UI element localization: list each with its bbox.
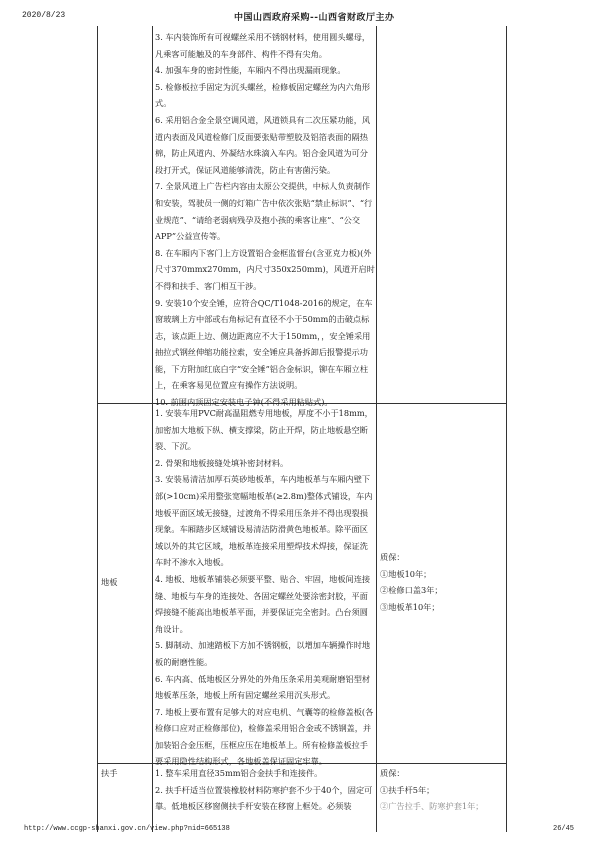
page-header-title: 中国山西政府采购--山西省财政厅主办: [234, 13, 395, 23]
list-item: 8. 在车厢内下客门上方设置铝合金框监督台(含亚克力板)(外尺寸370mmx270mm，内尺寸350x250mm)，风道开启时不得和扶手、客门相互干涉。: [155, 247, 375, 291]
list-item: 6. 采用铝合金全景空调风道，风道锁具有二次压紧功能，风道内表面及风道检修门反面要张贴带塑胶及铝箔表面的隔热棉，防止风道内、外凝结水珠滴入车内。铝合金风道为可分段打开式，保证风道能够清洗，防止有害菌污染。: [155, 114, 371, 175]
warranty-item: ①地板10年；: [380, 568, 432, 579]
table-border-left: [97, 26, 98, 832]
table-border-label-col: [152, 26, 153, 832]
list-item: 5. 检修板拉手固定为沉头螺丝，检修板固定螺丝为内六角形式。: [155, 81, 371, 109]
table-border-content-col: [376, 26, 377, 832]
warranty-heading: 质保：: [380, 552, 405, 562]
list-item: 5. 脚制动、加速踏板下方加不锈钢板，以增加车辆操作时地板的耐磨性能。: [155, 640, 371, 667]
list-item: 6. 车内高、低地板区分界处的外角压条采用美观耐磨铝型材地板革压条，地板上所有固定螺丝采用沉头形式。: [155, 673, 371, 701]
warranty-item: ①扶手杆5年；: [380, 784, 435, 795]
list-item: 1. 安装车用PVC耐高温阻燃专用地板，厚度不小于18mm，加密加大地板下纵、横支撑梁，防止开焊，防止地板悬空断裂、下沉。: [155, 408, 373, 452]
handrail-row-label: 扶手: [101, 768, 118, 778]
list-item: 2. 骨架和地板接缝处填补密封材料。: [155, 457, 289, 468]
warranty-item: ②广告拉手、防寒护套1年；: [380, 801, 484, 812]
list-item: 9. 安装10个安全锤，应符合QC/T1048-2016的规定，在车窗玻璃上方中部或右角标记有直径不小于50mm的击破点标志，该点距上边、侧边距离应不大于150mm，，安全锤采用抽拉式钢丝伸缩功能拉索，安全锤应具备拆卸后报警提示功能，下方附加红底白字“安全锤”铝合金标识，铆在车厢立柱上，在乘客易见位置应有操作方法说明。: [155, 297, 373, 391]
table-border-right: [506, 26, 507, 832]
list-item: 3. 车内装饰所有可视螺丝采用不锈钢材料，使用圆头螺母，凡乘客可能触及的车身部件、构件不得有尖角。: [155, 32, 371, 59]
floor-warranty: [380, 549, 505, 615]
list-item: 7. 地板上要布置有足够大的对应电机、气囊等的检修盖板(各检修口应对正检修部位)，检修盖采用铝合金或不锈钢盖，并加装铝合金压框，压框应压在地板革上。所有检修盖板拉手要采用隐性结构形式，各地板盖保证固定牢靠。: [155, 706, 374, 767]
list-item: 4. 地板、地板革铺装必须要平整、贴合、牢固，地板间连接缝、地板与车身的连接处、各固定螺丝处要涂密封胶，平面焊接缝不能高出地板革平面，并要保证完全密封。凸台须圆角设计。: [155, 573, 371, 634]
list-item: 10. 前围内顶固定安装电子钟(不得采用粘贴式)。: [155, 397, 333, 408]
list-item: 7. 全景风道上广告栏内容由太原公交提供，中标人负责制作和安装，驾驶员一侧的灯箱广告中依次张贴“禁止标识”、“行业规范”、“请给老弱病残孕及抱小孩的乘客让座”、“公交APP”公益宣传等。: [155, 181, 373, 242]
list-item: 2. 扶手杆适当位置装橡胶材料防寒护套不少于40个，固定可靠。低地板区移窗侧扶手杆安装在移窗上框处。必须装: [155, 784, 373, 812]
continued-row-content: [155, 29, 375, 411]
footer-url[interactable]: http://www.ccgp-shanxi.gov.cn/view.php?nid=665138: [24, 825, 230, 833]
warranty-item: ②检修口盖3年；: [380, 585, 443, 596]
list-item: 4. 加强车身的密封性能，车厢内不得出现漏雨现象。: [155, 65, 346, 76]
print-date: 2020/8/23: [22, 11, 66, 20]
list-item: 1. 整车采用直径35mm铝合金扶手和连接件。: [155, 768, 323, 778]
list-item: 3. 安装易清洁加厚石英砂地板革，车内地板革与车厢内壁下部(>10cm)采用整张宽幅地板革(≥2.8m)整体式铺设，车内地板平面区域无接缝，过渡角不得采用压条并不得出现裂损现象。车厢踏步区域铺设易清洁防滑黄色地板革。除平面区域以外的其它区域，地板革连接采用塑焊技术焊接，保证洗车时不渗水入地板。: [155, 474, 373, 568]
floor-row-content: [155, 405, 375, 770]
handrail-row-content: [155, 765, 375, 815]
warranty-item: ③地板革10年；: [380, 601, 440, 612]
page-number: 26/45: [553, 825, 575, 833]
floor-row-label: 地板: [101, 577, 118, 587]
handrail-warranty: [380, 765, 505, 815]
warranty-heading: 质保：: [380, 768, 405, 778]
